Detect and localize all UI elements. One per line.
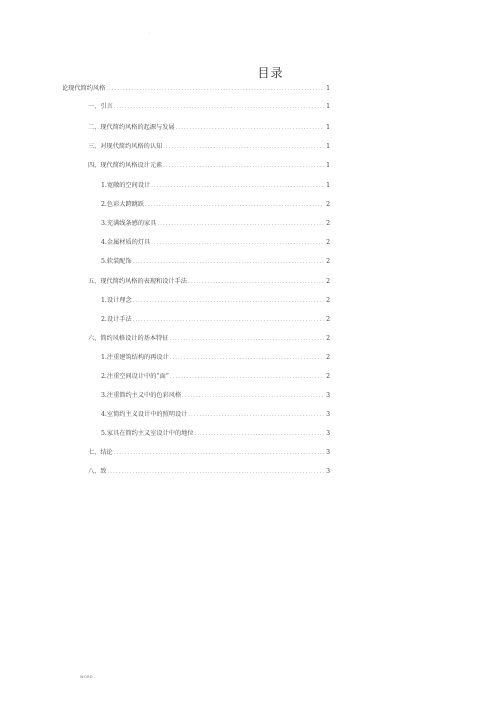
toc-entry[interactable] xyxy=(101,316,330,324)
toc-entry-page: 1 xyxy=(326,182,330,189)
toc-entry-page: 1 xyxy=(326,124,330,131)
toc-leader xyxy=(170,373,324,381)
toc-entry-page: 2 xyxy=(326,239,330,246)
footer-mark: WORD . xyxy=(80,675,96,679)
toc-entry[interactable] xyxy=(101,258,330,266)
toc-entry-label: 二、现代简约风格的起源与发展 xyxy=(88,124,175,131)
toc-entry-page: 2 xyxy=(326,354,330,361)
toc-entry[interactable] xyxy=(101,430,330,438)
toc-leader xyxy=(163,143,324,151)
toc-entry[interactable] xyxy=(88,449,330,457)
toc-entry-page: 1 xyxy=(326,85,330,92)
toc-entry-label: 五、现代简约风格的表现和设计手法 xyxy=(88,278,187,285)
toc-entry-label: 三、对现代简约风格的认知 xyxy=(88,143,163,150)
toc-entry[interactable] xyxy=(88,162,330,170)
toc-entry-label: 3.充满线条感的家具 xyxy=(101,220,157,227)
toc-entry-page: 3 xyxy=(326,411,330,418)
toc-entry-page: 2 xyxy=(326,373,330,380)
toc-entry-label: 2.设计手法 xyxy=(101,316,132,323)
toc-entry-label: 1.宽敞的空间设计 xyxy=(101,182,151,189)
toc-entry[interactable] xyxy=(101,354,330,362)
toc-entry-label: 1.注重建筑结构的再设计 xyxy=(101,354,169,361)
toc-leader xyxy=(114,103,324,111)
toc-entry-page: 3 xyxy=(326,449,330,456)
toc-entry[interactable] xyxy=(101,411,330,419)
toc-entry-label: 1.设计理念 xyxy=(101,297,132,304)
toc-entry-label: 一、引言 xyxy=(88,103,113,110)
toc-leader xyxy=(169,335,324,343)
toc-leader xyxy=(114,449,324,457)
toc-entry-label: 六、简约风格设计的基本特征 xyxy=(88,335,169,342)
toc-entry-page: 1 xyxy=(326,143,330,150)
toc-leader xyxy=(188,278,324,286)
toc-entry[interactable] xyxy=(101,297,330,305)
toc-leader xyxy=(145,201,324,209)
toc-entry-page: 2 xyxy=(326,201,330,208)
toc-entry-label: 2.色彩大跨跳跃 xyxy=(101,201,145,208)
toc-leader xyxy=(108,468,325,476)
toc-entry-label: 八、致 xyxy=(88,468,107,475)
toc-leader xyxy=(157,220,324,228)
toc-leader xyxy=(133,297,324,305)
toc-leader xyxy=(182,392,324,400)
toc-entry-label: 3.注重简约主义中的色彩风格 xyxy=(101,392,182,399)
header-mark: . xyxy=(149,30,151,35)
toc-entry[interactable] xyxy=(88,468,330,476)
toc-entry[interactable] xyxy=(101,220,330,228)
toc-leader xyxy=(106,85,324,93)
toc-entry-label: 4.金属材质的灯具 xyxy=(101,239,151,246)
toc-entry-page: 2 xyxy=(326,258,330,265)
toc-leader xyxy=(163,162,324,170)
toc-leader xyxy=(170,354,324,362)
toc-entry-page: 3 xyxy=(326,430,330,437)
toc-title: 目录 xyxy=(257,66,284,80)
toc-leader xyxy=(151,239,324,247)
toc-leader xyxy=(188,411,324,419)
toc-entry[interactable] xyxy=(101,373,330,381)
toc-entry[interactable] xyxy=(88,124,330,132)
toc-entry-label: 论现代简约风格 xyxy=(62,85,106,92)
toc-entry[interactable] xyxy=(62,85,330,93)
toc-entry[interactable] xyxy=(101,239,330,247)
toc-entry-label: 2.注重空间设计中的“面” xyxy=(101,373,169,380)
toc-entry-page: 2 xyxy=(326,297,330,304)
toc-entry[interactable] xyxy=(88,335,330,343)
toc-entry-page: 2 xyxy=(326,220,330,227)
toc-entry[interactable] xyxy=(101,182,330,190)
toc-entry-label: 4.室简约主义设计中的照明设计 xyxy=(101,411,188,418)
toc-entry[interactable] xyxy=(88,278,330,286)
toc-entry[interactable] xyxy=(88,143,330,151)
toc-entry-label: 七、结论 xyxy=(88,449,113,456)
toc-entry-label: 四、现代简约风格设计元素 xyxy=(88,162,163,169)
toc-entry-page: 3 xyxy=(326,468,330,475)
toc-leader xyxy=(195,430,325,438)
toc-leader xyxy=(176,124,324,132)
toc-entry-label: 5.软装配饰 xyxy=(101,258,132,265)
toc-leader xyxy=(133,316,324,324)
toc-entry-page: 2 xyxy=(326,278,330,285)
toc-entry-page: 2 xyxy=(326,335,330,342)
toc-entry[interactable] xyxy=(88,103,330,111)
toc-entry[interactable] xyxy=(101,201,330,209)
toc-leader xyxy=(133,258,324,266)
toc-leader xyxy=(151,182,324,190)
toc-entry-label: 5.家具在简约主义室设计中的地位 xyxy=(101,430,194,437)
toc-entry-page: 3 xyxy=(326,392,330,399)
toc-entry-page: 1 xyxy=(326,162,330,169)
toc-entry[interactable] xyxy=(101,392,330,400)
toc-entry-page: 2 xyxy=(326,316,330,323)
toc-entry-page: 1 xyxy=(326,103,330,110)
